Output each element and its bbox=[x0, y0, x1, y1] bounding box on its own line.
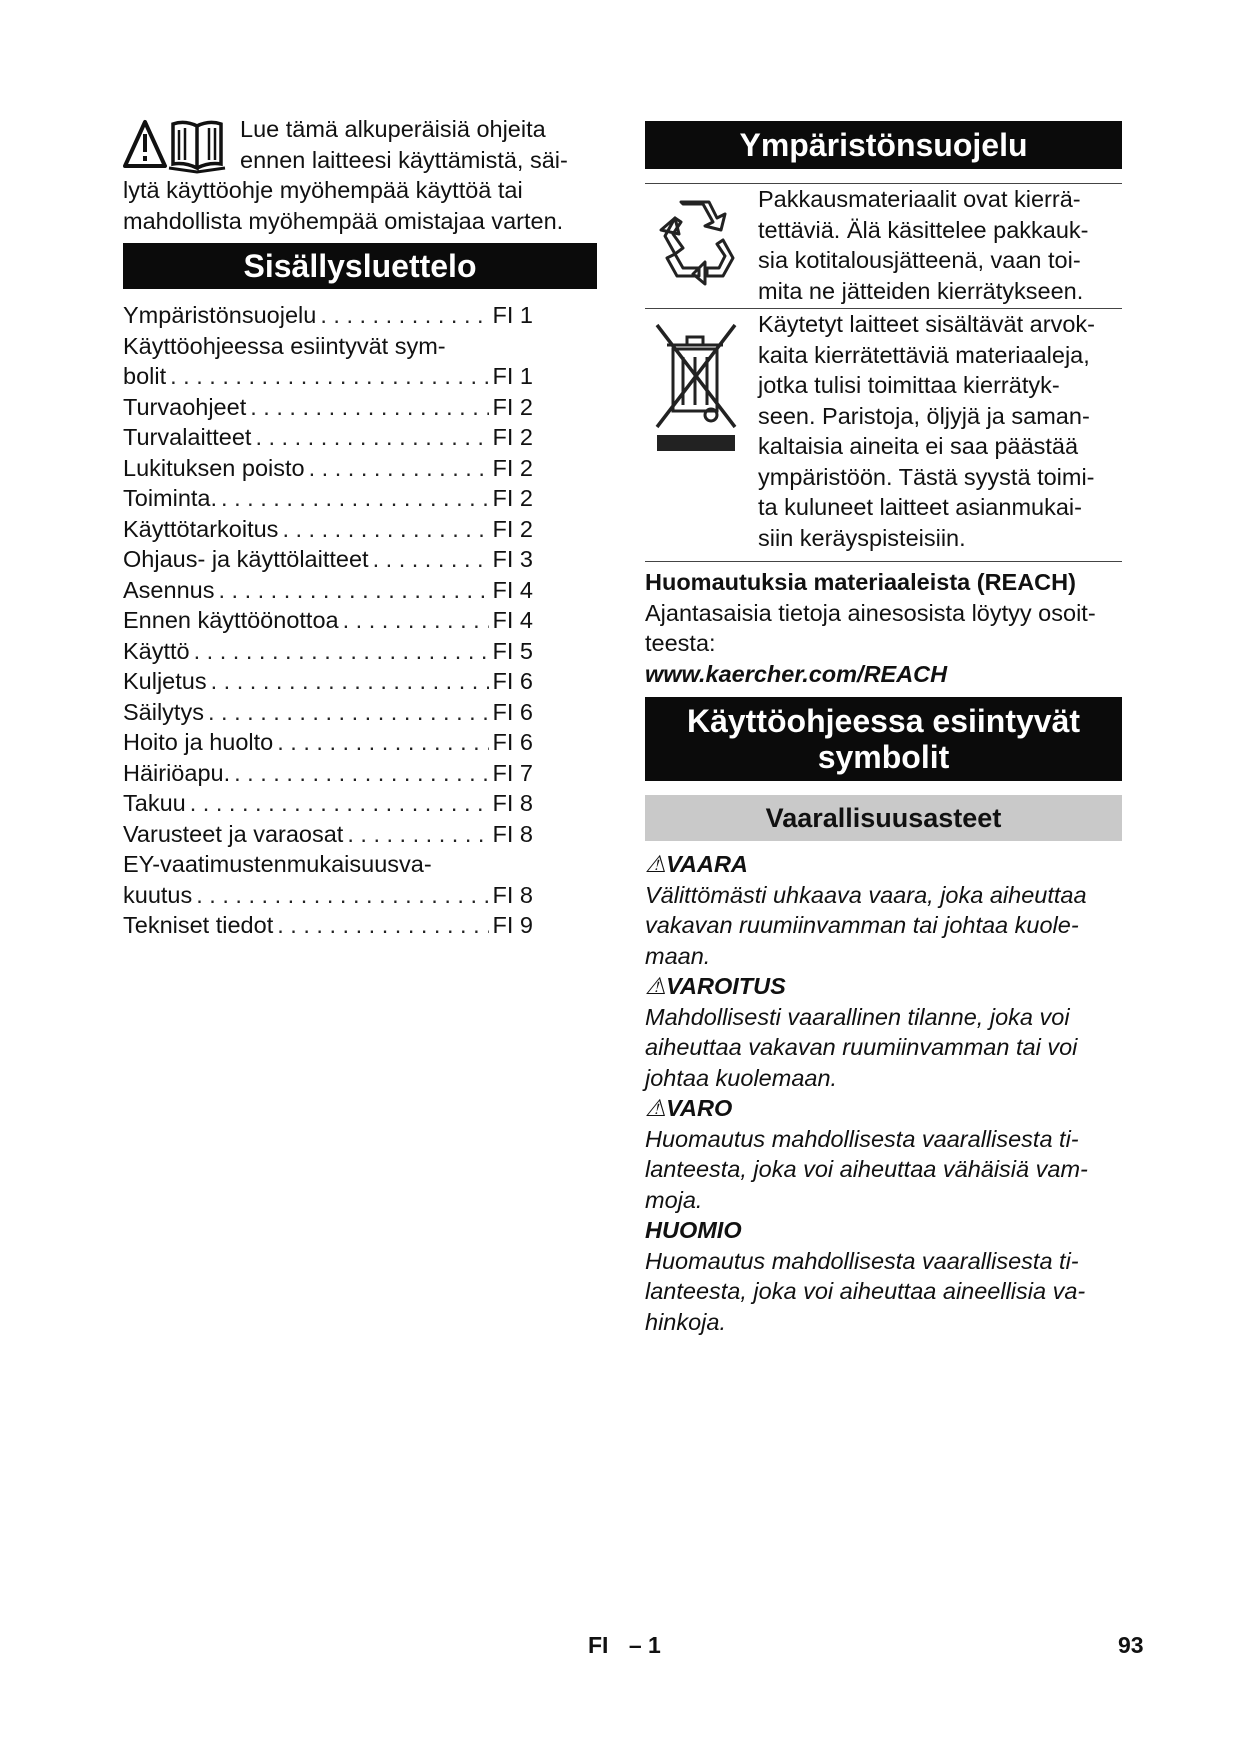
toc-item-wrap[interactable]: Käyttöohjeessa esiintyvät sym- bbox=[123, 332, 446, 359]
footer-section bbox=[588, 1632, 661, 1659]
text-line: Mahdollisesti vaarallinen tilanne, joka voi bbox=[645, 1003, 1070, 1030]
toc-item[interactable] bbox=[123, 392, 533, 423]
toc-page: FI 9 bbox=[492, 912, 533, 938]
toc-page: FI 8 bbox=[492, 790, 533, 816]
text-line: ta kuluneet laitteet asianmukai- bbox=[758, 494, 1082, 520]
text-line: vakavan ruumiinvamman tai johtaa kuole- bbox=[645, 912, 1079, 938]
symbols-title: symbolit bbox=[817, 739, 950, 775]
packaging-text bbox=[758, 184, 1122, 306]
toc-item[interactable] bbox=[123, 483, 533, 514]
toc-item[interactable] bbox=[123, 697, 533, 728]
toc-label: Säilytys bbox=[123, 698, 204, 725]
toc-item[interactable] bbox=[123, 300, 533, 331]
symbols-title: Käyttöohjeessa esiintyvät bbox=[686, 703, 1081, 739]
intro-notice bbox=[123, 114, 597, 236]
toc-label: Toiminta. bbox=[123, 485, 218, 511]
text-line: lanteesta, joka voi aiheuttaa vähäisiä vam- bbox=[645, 1156, 1088, 1182]
hazard-level-title: ⚠VARO bbox=[645, 1095, 733, 1121]
toc-page: FI 1 bbox=[492, 363, 533, 389]
toc-page: FI 2 bbox=[492, 515, 533, 542]
toc-page: FI 6 bbox=[492, 729, 533, 755]
text-line: kaltaisia aineita ei saa päästää bbox=[758, 433, 1079, 459]
intro-line: lytä käyttöohje myöhempää käyttöä tai bbox=[123, 177, 523, 203]
text-line: johtaa kuolemaan. bbox=[645, 1064, 838, 1091]
env-heading bbox=[645, 121, 1122, 169]
hazard-levels-list bbox=[645, 849, 1122, 1337]
toc-label: Turvaohjeet bbox=[123, 393, 247, 420]
env-title: Ympäristönsuojelu bbox=[739, 127, 1028, 163]
text-line: mita ne jätteiden kierrätykseen. bbox=[758, 277, 1084, 304]
toc-item[interactable] bbox=[123, 453, 533, 484]
hazard-level-varoitus bbox=[645, 971, 1122, 1093]
toc-page: FI 6 bbox=[492, 668, 533, 694]
toc-label: Lukituksen poisto bbox=[123, 454, 305, 481]
toc-page: FI 4 bbox=[492, 576, 533, 603]
toc-page: FI 7 bbox=[492, 759, 533, 786]
toc-item[interactable] bbox=[123, 605, 533, 636]
text-line: Huomautus mahdollisesta vaarallisesta ti- bbox=[645, 1247, 1079, 1274]
device-disposal-notice bbox=[645, 309, 1122, 557]
footer-section-number: – 1 bbox=[628, 1632, 661, 1658]
text-line: maan. bbox=[645, 942, 711, 969]
toc-label: Varusteet ja varaosat bbox=[123, 820, 344, 847]
toc-label: Kuljetus bbox=[123, 668, 207, 694]
hazard-level-title: HUOMIO bbox=[645, 1217, 742, 1243]
hazard-level-huomio bbox=[645, 1215, 1122, 1337]
table-of-contents bbox=[123, 300, 533, 941]
toc-item[interactable] bbox=[123, 788, 533, 819]
reach-text: Ajantasaisia tietoja ainesosista löytyy osoit- bbox=[645, 599, 1096, 626]
recycle-icon bbox=[653, 194, 743, 294]
toc-item[interactable] bbox=[123, 514, 533, 545]
toc-item[interactable] bbox=[123, 880, 533, 911]
text-line: Pakkausmateriaalit ovat kierrä- bbox=[758, 186, 1081, 212]
page-number: 93 bbox=[1118, 1632, 1144, 1658]
toc-label: Käyttötarkoitus bbox=[123, 515, 279, 542]
text-line: siin keräyspisteisiin. bbox=[758, 524, 966, 551]
warning-icon: ⚠ bbox=[645, 1095, 667, 1121]
text-line: jotka tulisi toimittaa kierrätyk- bbox=[758, 372, 1060, 398]
text-line: tettäviä. Älä käsittelee pakkauk- bbox=[758, 216, 1089, 243]
toc-item-wrap[interactable]: EY-vaatimustenmukaisuusva- bbox=[123, 851, 432, 877]
footer-lang: FI bbox=[588, 1632, 609, 1658]
packaging-notice bbox=[645, 184, 1122, 306]
toc-page: FI 8 bbox=[492, 820, 533, 847]
toc-title: Sisällysluettelo bbox=[243, 248, 477, 284]
text-line: Huomautus mahdollisesta vaarallisesta ti- bbox=[645, 1125, 1079, 1152]
toc-label: Ennen käyttöönottoa bbox=[123, 607, 339, 633]
text-line: lanteesta, joka voi aiheuttaa aineellisia va- bbox=[645, 1278, 1086, 1304]
toc-label: bolit bbox=[123, 363, 167, 389]
divider bbox=[645, 561, 1122, 562]
hazard-levels-title: Vaarallisuusasteet bbox=[765, 803, 1002, 833]
toc-label: Turvalaitteet bbox=[123, 424, 252, 450]
toc-label: Ohjaus- ja käyttölaitteet bbox=[123, 546, 369, 572]
text-line: hinkoja. bbox=[645, 1308, 726, 1335]
symbols-heading bbox=[645, 697, 1122, 781]
toc-page: FI 2 bbox=[492, 393, 533, 420]
toc-item[interactable] bbox=[123, 758, 533, 789]
reach-section bbox=[645, 567, 1122, 689]
toc-item[interactable] bbox=[123, 819, 533, 850]
intro-line: Lue tämä alkuperäisiä ohjeita bbox=[240, 116, 546, 142]
text-line: sia kotitalousjätteenä, vaan toi- bbox=[758, 247, 1081, 273]
toc-item[interactable] bbox=[123, 727, 533, 758]
text-line: moja. bbox=[645, 1186, 703, 1213]
intro-line: ennen laitteesi käyttämistä, säi- bbox=[240, 146, 568, 173]
text-line: aiheuttaa vakavan ruumiinvamman tai voi bbox=[645, 1034, 1078, 1060]
toc-label: Käyttö bbox=[123, 637, 190, 664]
reach-link[interactable]: www.kaercher.com/REACH bbox=[645, 660, 948, 687]
toc-page: FI 6 bbox=[492, 698, 533, 725]
toc-page: FI 2 bbox=[492, 485, 533, 511]
hazard-level-title: ⚠VAROITUS bbox=[645, 973, 786, 999]
text-line: Välittömästi uhkaava vaara, joka aiheuttaa bbox=[645, 881, 1087, 908]
crossed-bin-icon bbox=[651, 321, 741, 451]
toc-item[interactable] bbox=[123, 666, 533, 697]
toc-page: FI 5 bbox=[492, 637, 533, 664]
toc-label: Asennus bbox=[123, 576, 215, 603]
warning-manual-icons bbox=[123, 116, 233, 174]
text-line: Käytetyt laitteet sisältävät arvok- bbox=[758, 311, 1095, 337]
warning-icon: ⚠ bbox=[645, 973, 667, 999]
reach-text: teesta: bbox=[645, 630, 716, 656]
toc-label: Takuu bbox=[123, 790, 186, 816]
toc-page: FI 2 bbox=[492, 424, 533, 450]
device-disposal-text bbox=[758, 309, 1122, 553]
toc-item[interactable] bbox=[123, 636, 533, 667]
toc-item[interactable] bbox=[123, 422, 533, 453]
text-line: kaita kierrätettäviä materiaaleja, bbox=[758, 341, 1090, 368]
toc-label: Häiriöapu. bbox=[123, 759, 231, 786]
toc-item[interactable] bbox=[123, 910, 533, 941]
toc-label: kuutus bbox=[123, 881, 193, 908]
toc-page: FI 4 bbox=[492, 607, 533, 633]
warning-triangle-book-icon bbox=[123, 116, 233, 174]
toc-page: FI 1 bbox=[492, 302, 533, 328]
toc-label: Tekniset tiedot bbox=[123, 912, 274, 938]
intro-line: mahdollista myöhempää omistajaa varten. bbox=[123, 207, 564, 234]
warning-icon: ⚠ bbox=[645, 851, 667, 877]
text-line: seen. Paristoja, öljyjä ja saman- bbox=[758, 402, 1090, 429]
reach-title: Huomautuksia materiaaleista (REACH) bbox=[645, 569, 1076, 595]
toc-label: Ympäristönsuojelu bbox=[123, 302, 317, 328]
toc-item[interactable] bbox=[123, 361, 533, 392]
toc-item[interactable] bbox=[123, 575, 533, 606]
text-line: ympäristöön. Tästä syystä toimi- bbox=[758, 463, 1095, 490]
toc-label: Hoito ja huolto bbox=[123, 729, 274, 755]
toc-heading bbox=[123, 243, 597, 289]
toc-page: FI 3 bbox=[492, 546, 533, 572]
toc-page: FI 2 bbox=[492, 454, 533, 481]
hazard-levels-heading bbox=[645, 795, 1122, 841]
toc-item[interactable] bbox=[123, 544, 533, 575]
hazard-level-varo bbox=[645, 1093, 1122, 1215]
toc-page: FI 8 bbox=[492, 881, 533, 908]
hazard-level-title: ⚠VAARA bbox=[645, 851, 748, 877]
hazard-level-vaara bbox=[645, 849, 1122, 971]
